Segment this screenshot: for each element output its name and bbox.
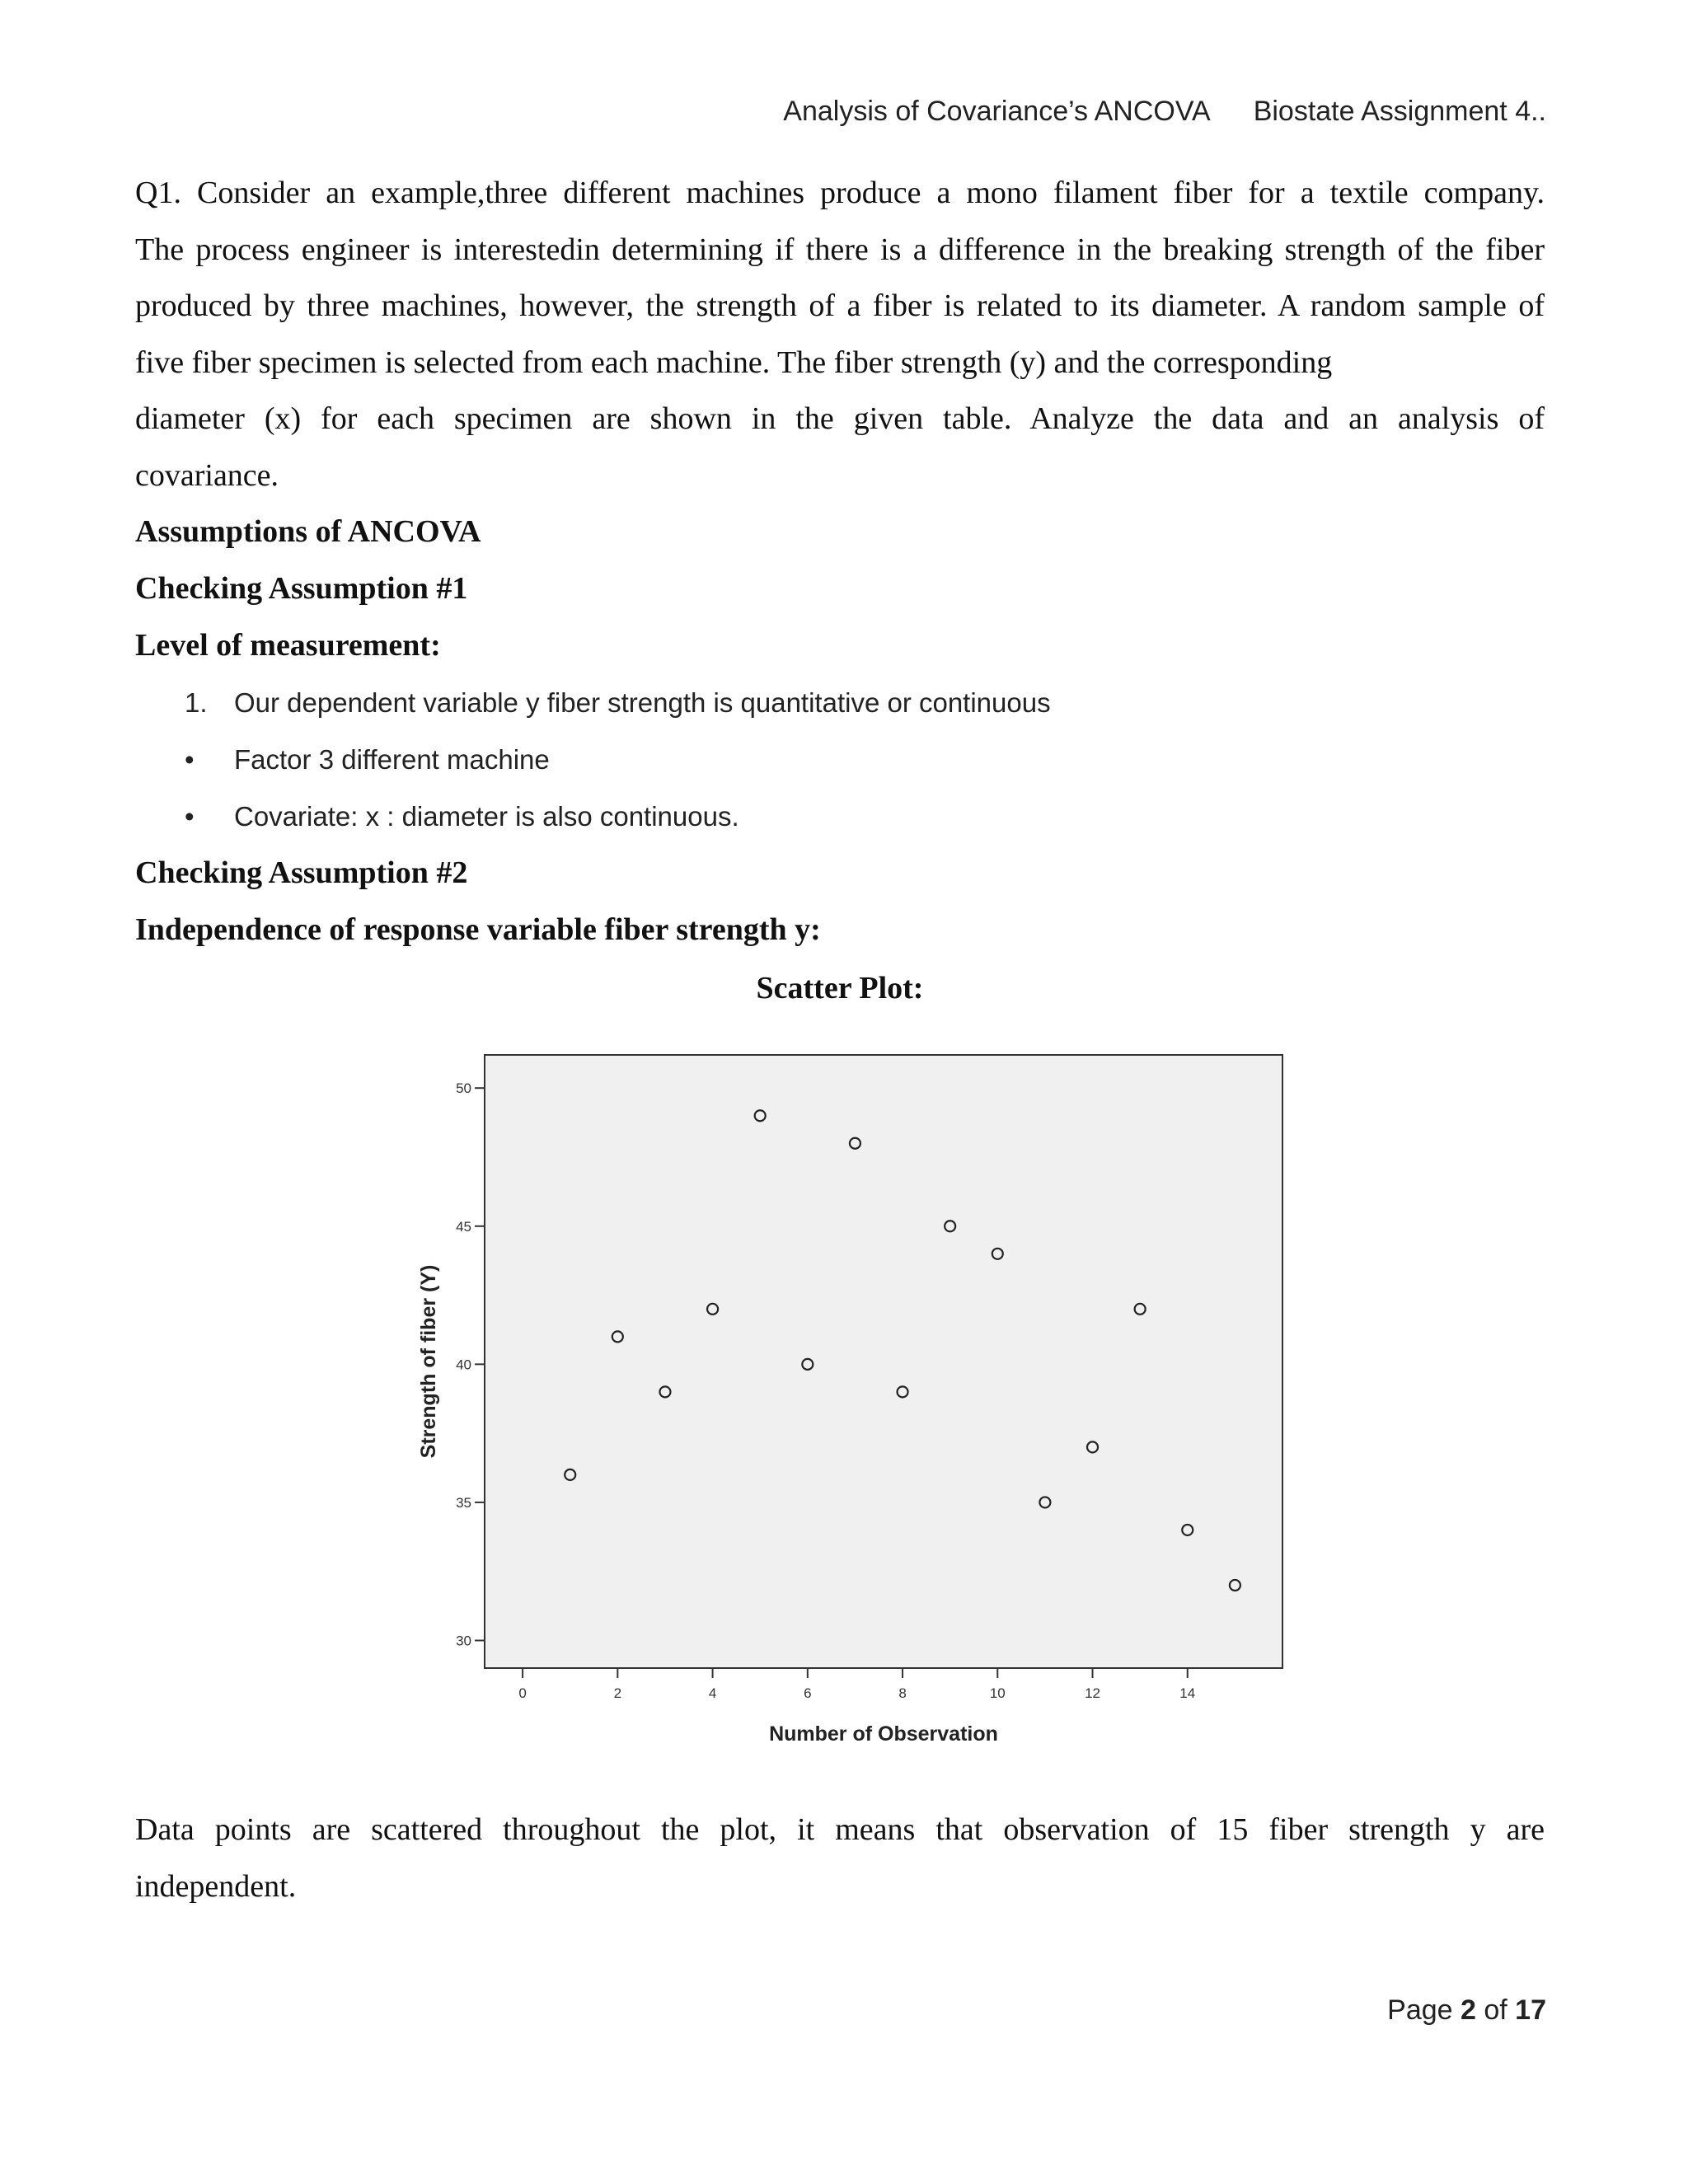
x-tick-label: 6 bbox=[804, 1685, 812, 1701]
list-marker: 1. bbox=[185, 687, 208, 718]
conclusion-line-1: Data points are scattered throughout the plot, it means that observation of 15 fiber strength y are bbox=[135, 1812, 1545, 1847]
y-tick-label: 50 bbox=[456, 1080, 471, 1097]
y-tick-label: 35 bbox=[456, 1494, 471, 1511]
y-tick-label: 40 bbox=[456, 1357, 471, 1373]
y-axis-label: Strength of fiber (Y) bbox=[417, 1264, 440, 1459]
x-axis bbox=[518, 1668, 1195, 1701]
x-tick-label: 0 bbox=[518, 1685, 527, 1701]
bullet-icon: • bbox=[185, 801, 195, 832]
current-page: 2 bbox=[1461, 1994, 1476, 2026]
plot-area bbox=[485, 1055, 1282, 1668]
question-line-3: produced by three machines, however, the strength of a fiber is related to its diameter. A random sample of bbox=[135, 288, 1545, 323]
page-prefix: Page bbox=[1387, 1994, 1461, 2026]
document-body bbox=[135, 165, 1545, 1018]
bullet-icon: • bbox=[185, 744, 195, 775]
y-tick-label: 30 bbox=[456, 1633, 471, 1649]
question-line-2: The process engineer is interestedin determining if there is a difference in the breaking strength of the fiber bbox=[135, 232, 1545, 267]
question-line-6: covariance. bbox=[135, 457, 279, 493]
page-number bbox=[1387, 1994, 1546, 2027]
x-tick-label: 12 bbox=[1085, 1685, 1100, 1701]
question-line-4: five fiber specimen is selected from each machine. The fiber strength (y) and the corresponding bbox=[135, 344, 1333, 380]
heading-assumptions: Assumptions of ANCOVA bbox=[135, 514, 481, 549]
header-title: Analysis of Covariance’s ANCOVA bbox=[783, 96, 1211, 127]
x-tick-label: 4 bbox=[708, 1685, 717, 1701]
page-header bbox=[783, 96, 1546, 128]
total-pages: 17 bbox=[1515, 1994, 1546, 2026]
x-tick-label: 8 bbox=[898, 1685, 907, 1701]
y-axis bbox=[456, 1080, 485, 1648]
list-item-text: Our dependent variable y fiber strength is quantitative or continuous bbox=[234, 687, 1051, 718]
x-axis-label: Number of Observation bbox=[769, 1722, 998, 1746]
conclusion bbox=[135, 1802, 1545, 1915]
x-tick-label: 2 bbox=[613, 1685, 622, 1701]
list-item bbox=[135, 674, 1545, 731]
list-item-text: Covariate: x : diameter is also continuous. bbox=[234, 801, 739, 832]
list-item-text: Factor 3 different machine bbox=[234, 744, 550, 775]
scatter-plot-title: Scatter Plot: bbox=[756, 971, 924, 1005]
measurement-list bbox=[135, 674, 1545, 845]
list-item bbox=[135, 788, 1545, 845]
scatter-plot-svg bbox=[412, 1038, 1319, 1747]
heading-level: Level of measurement: bbox=[135, 628, 441, 663]
scatter-chart bbox=[412, 1038, 1319, 1747]
header-assignment: Biostate Assignment 4.. bbox=[1253, 96, 1546, 127]
heading-check-2: Checking Assumption #2 bbox=[135, 855, 468, 890]
question-line-1: Q1. Consider an example,three different machines produce a mono filament fiber for a textile company. bbox=[135, 176, 1545, 210]
heading-check-1: Checking Assumption #1 bbox=[135, 571, 468, 606]
x-tick-label: 14 bbox=[1179, 1685, 1196, 1701]
list-item bbox=[135, 731, 1545, 788]
heading-independence: Independence of response variable fiber strength y: bbox=[135, 912, 821, 947]
conclusion-line-2: independent. bbox=[135, 1868, 297, 1904]
question-line-5: diameter (x) for each specimen are shown in the given table. Analyze the data and an analysis of bbox=[135, 401, 1545, 436]
y-tick-label: 45 bbox=[456, 1218, 471, 1235]
page-of: of bbox=[1475, 1994, 1516, 2026]
x-tick-label: 10 bbox=[989, 1685, 1006, 1701]
